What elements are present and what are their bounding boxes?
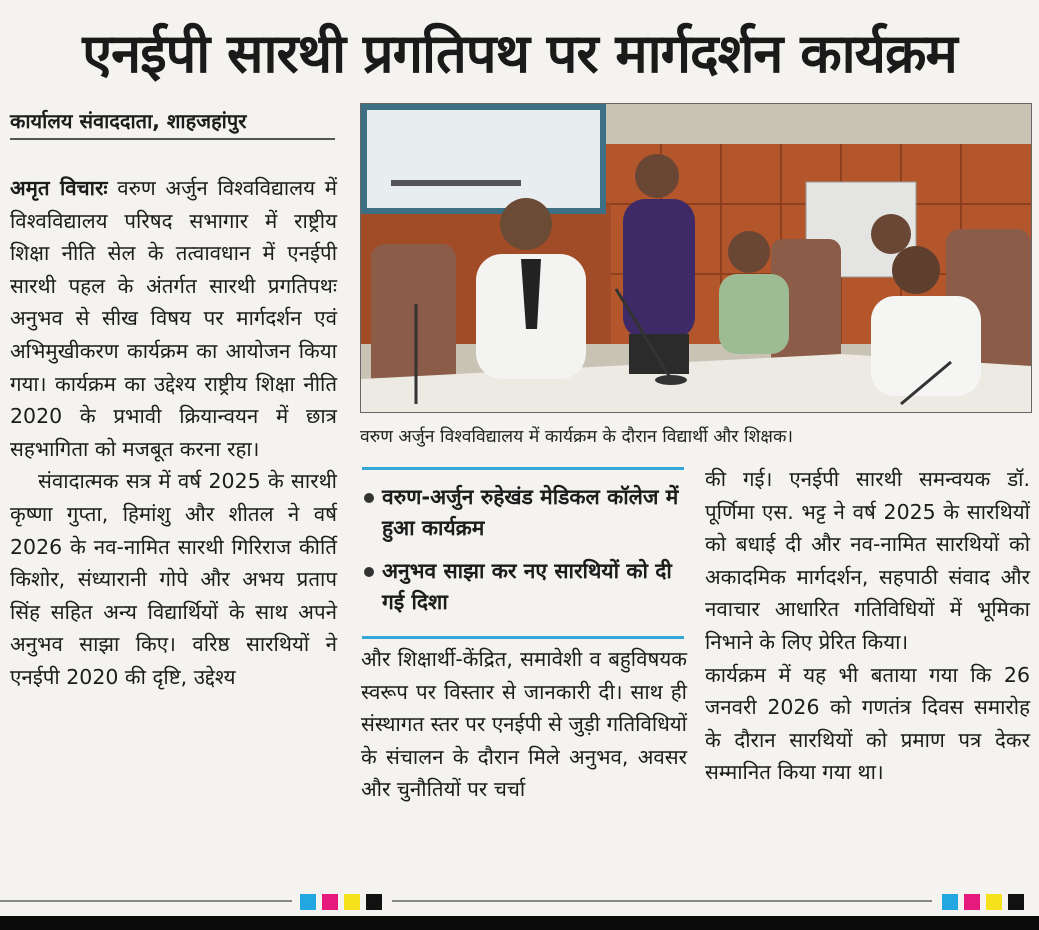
bullet-icon <box>364 567 374 577</box>
article-column-1 <box>10 172 337 694</box>
paragraph-1 <box>10 172 337 465</box>
paragraph-3: और शिक्षार्थी-केंद्रित, समावेशी व बहुविषयक स्वरूप पर विस्तार से जानकारी दी। साथ ही संस्थागत स्तर पर एनईपी से जुड़ी गतिविधियों के संचालन के दौरान मिले अनुभव, अवसर और चुनौतियों पर चर्चा <box>361 647 687 802</box>
article-column-2 <box>361 643 687 806</box>
bullet-icon <box>364 493 374 503</box>
black-swatch <box>1008 894 1024 910</box>
black-swatch <box>366 894 382 910</box>
yellow-swatch <box>344 894 360 910</box>
highlights-box <box>362 467 684 639</box>
bottom-rule <box>0 894 1039 908</box>
rule-line <box>392 900 932 902</box>
headline: एनईपी सारथी प्रगतिपथ पर मार्गदर्शन कार्यक्रम <box>82 22 957 85</box>
paragraph-2: संवादात्मक सत्र में वर्ष 2025 के सारथी कृष्णा गुप्ता, हिमांशु और शीतल ने वर्ष 2026 के नव-नामित सारथी गिरिराज कीर्ति किशोर, संध्यारानी गोपे और अभय प्रताप सिंह सहित अन्य विद्यार्थियों के साथ अपने अनुभव साझा किए। वरिष्ठ सारथियों ने एनईपी 2020 की दृष्टि, उद्देश्य <box>10 469 337 689</box>
highlight-text-1: वरुण-अर्जुन रुहेखंड मेडिकल कॉलेज में हुआ कार्यक्रम <box>382 485 679 540</box>
cyan-swatch <box>942 894 958 910</box>
lead-label: अमृत विचारः <box>10 176 108 200</box>
paragraph-5: कार्यक्रम में यह भी बताया गया कि 26 जनवरी 2026 को गणतंत्र दिवस समारोह के दौरान सारथियों को प्रमाण पत्र देकर सम्मानित किया गया था। <box>705 662 1030 785</box>
photo-caption: वरुण अर्जुन विश्वविद्यालय में कार्यक्रम के दौरान विद्यार्थी और शिक्षक। <box>360 427 794 447</box>
photo-illustration <box>361 104 1031 412</box>
highlight-item <box>362 556 684 618</box>
article-column-3 <box>705 463 1030 789</box>
paragraph-1-text: वरुण अर्जुन विश्वविद्यालय में विश्वविद्यालय परिषद सभागार में राष्ट्रीय शिक्षा नीति सेल के तत्वावधान में एनईपी सारथी पहल के अंतर्गत सारथी प्रगतिपथः अनुभव से सीख विषय पर मार्गदर्शन एवं अभिमुखीकरण कार्यक्रम का आयोजन किया गया। कार्यक्रम का उद्देश्य राष्ट्रीय शिक्षा नीति 2020 के प्रभावी क्रियान्वयन में छात्र सहभागिता को मजबूत करना रहा। <box>10 176 337 461</box>
rule-line <box>0 900 292 902</box>
byline: कार्यालय संवाददाता, शाहजहांपुर <box>10 104 335 140</box>
news-photo <box>360 103 1032 413</box>
page-bottom-band <box>0 916 1039 930</box>
magenta-swatch <box>964 894 980 910</box>
yellow-swatch <box>986 894 1002 910</box>
highlight-text-2: अनुभव साझा कर नए सारथियों को दी गई दिशा <box>382 559 672 614</box>
cyan-swatch <box>300 894 316 910</box>
magenta-swatch <box>322 894 338 910</box>
paragraph-4: की गई। एनईपी सारथी समन्वयक डॉ. पूर्णिमा एस. भट्ट ने वर्ष 2025 के सारथियों को बधाई दी और नव-नामित सारथियों को अकादमिक मार्गदर्शन, सहपाठी संवाद और नवाचार आधारित गतिविधियों में भूमिका निभाने के लिए प्रेरित किया। <box>705 467 1030 654</box>
highlight-item <box>362 482 684 544</box>
